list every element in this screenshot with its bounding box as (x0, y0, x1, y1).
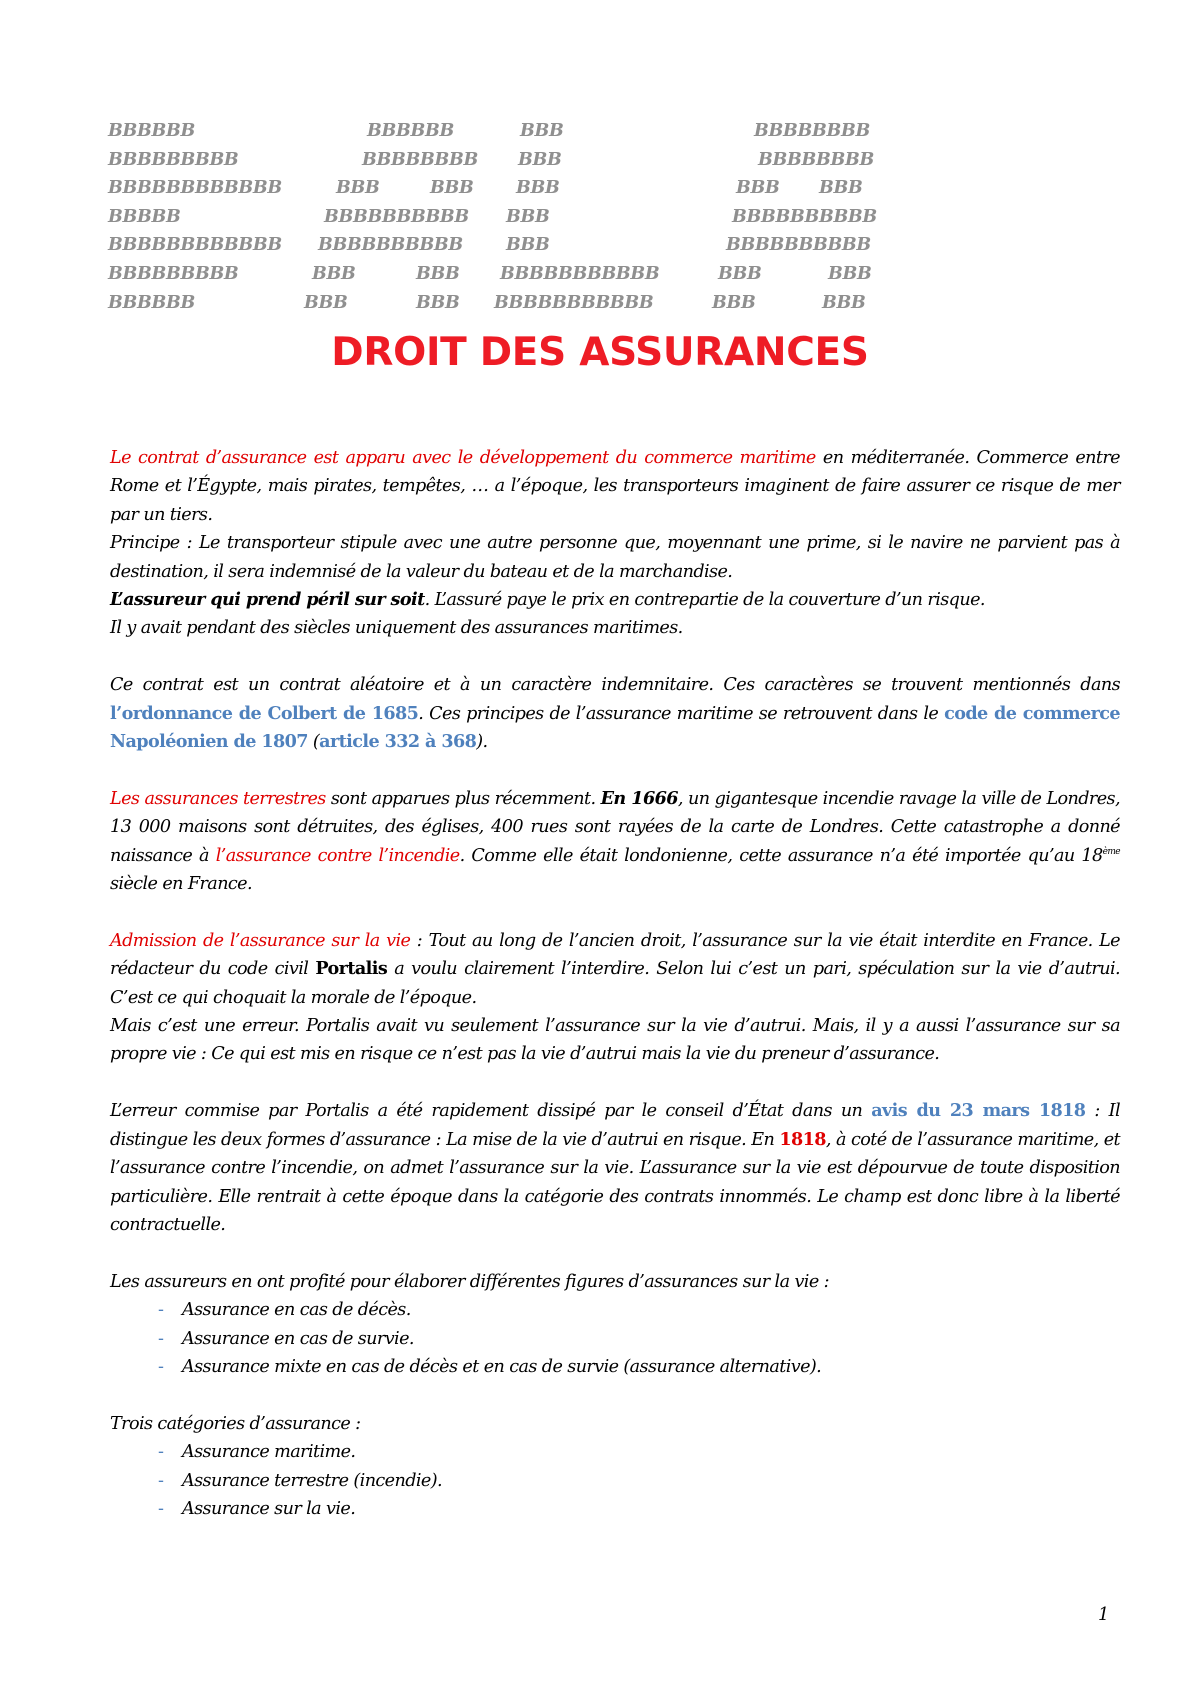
body-text: ( (307, 732, 320, 753)
reference-colbert: l’ordonnance de Colbert de 1685 (110, 702, 419, 724)
list-item (110, 1353, 1120, 1381)
watermark-row (108, 289, 908, 318)
watermark-text: BBB (312, 263, 356, 284)
watermark-text: BBBBBB (367, 121, 454, 141)
list-item-text: Assurance en cas de décès. (182, 1300, 411, 1321)
bold-text: Portalis (315, 958, 388, 980)
list-item-text: Assurance sur la vie. (182, 1498, 356, 1519)
watermark-text: BBBBBBBBB (108, 149, 239, 170)
reference-articles: article 332 à 368 (319, 731, 477, 753)
body-text: sont apparues plus récemment. (325, 788, 601, 809)
watermark-row (108, 203, 908, 232)
page-number: 1 (1098, 1605, 1110, 1625)
list-item (110, 1495, 1120, 1523)
year-highlight: 1818 (779, 1128, 826, 1150)
body-text: : Tout au long de l’ancien droit, l’assurance sur la vie était interdite en France. Le rédacteur du code civil (110, 930, 1120, 980)
list-item-text: Assurance terrestre (incendie). (182, 1470, 442, 1491)
highlight-text: Le contrat d’assurance est apparu avec le développement du commerce maritime (110, 448, 816, 468)
watermark-text: BBB (736, 178, 780, 199)
list-item (110, 1325, 1120, 1353)
paragraph-conseil-etat (110, 1097, 1120, 1239)
watermark-row (108, 117, 908, 146)
list-intro: Trois catégories d’assurance : (110, 1413, 361, 1434)
watermark-text: BBB (718, 263, 762, 284)
watermark-text: BBB (336, 178, 380, 199)
list-item-text: Assurance maritime. (182, 1442, 356, 1463)
body-text: ). (476, 732, 488, 753)
watermark-text: BBB (819, 178, 863, 199)
bold-text: En 1666 (600, 787, 678, 809)
body-text: Ce contrat est un contrat aléatoire et à un caractère indemnitaire. Ces caractères se trouvent mentionnés dans (110, 675, 1120, 696)
list-item-text: Assurance en cas de survie. (182, 1328, 414, 1349)
body-text: , un gigantesque incendie ravage la ville de Londres, 13 000 maisons sont détruites, des églises, 400 rues sont rayées de la carte de Londres. Cette catastrophe a donné naissance à (110, 788, 1120, 866)
paragraph-maritime-origin (110, 444, 1120, 529)
watermark-text: BBB (416, 292, 460, 313)
watermark-row (108, 260, 908, 289)
body-text: . Comme elle était londonienne, cette assurance n’a été importée qu’au 18 (459, 845, 1103, 866)
paragraph-centuries: Il y avait pendant des siècles uniquement des assurances maritimes. (110, 618, 683, 639)
paragraph-insurer (110, 586, 1120, 614)
reference-code-commerce: code de commerce Napoléonien de 1807 (110, 702, 1121, 753)
watermark-text: BBB (822, 292, 866, 313)
watermark-text: BBBBBBBBBB (732, 206, 877, 227)
body-text: . Ces principes de l’assurance maritime se retrouvent dans le (418, 703, 945, 724)
dash-marker: - (158, 1300, 164, 1321)
watermark-text: BBB (712, 292, 756, 313)
highlight-text: Admission de l’assurance sur la vie (110, 930, 411, 951)
highlight-text: l’assurance contre l’incendie (215, 845, 460, 866)
watermark-row (108, 231, 908, 260)
watermark-text: BBBBBBBB (758, 149, 874, 170)
body-text: L’erreur commise par Portalis a été rapidement dissipé par le conseil d’État dans un (110, 1101, 872, 1122)
highlight-text: Les assurances terrestres (110, 788, 326, 809)
bold-text: L’assureur qui prend péril sur soit (110, 589, 425, 611)
list-item-text: Assurance mixte en cas de décès et en cas de survie (assurance alternative). (182, 1356, 822, 1377)
list-intro: Les assureurs en ont profité pour élaborer différentes figures d’assurances sur la vie : (110, 1271, 829, 1292)
watermark-text: BBB (304, 292, 348, 313)
watermark-row (108, 146, 908, 175)
watermark-text: BBB (430, 178, 474, 199)
watermark-text: BBBBBBBBBBBB (108, 235, 282, 256)
paragraph-error: Mais c’est une erreur. Portalis avait vu seulement l’assurance sur la vie d’autrui. Mais, il y a aussi l’assurance sur sa propre vie : Ce qui est mis en risque ce n’est pas la vie d’autrui mais la vie du preneur d’assurance. (110, 1016, 1120, 1065)
watermark-text: BBBBBBBBBB (726, 235, 871, 256)
watermark-text: BBB (516, 178, 560, 199)
watermark-text: BBBBBB (108, 121, 195, 141)
body-text: siècle en France. (110, 874, 252, 895)
list-item (110, 1296, 1120, 1324)
watermark-text: BBBBBBBBBB (318, 235, 463, 256)
watermark-text: BBB (416, 263, 460, 284)
body-text: : Il distingue les deux formes d’assurance : La mise de la vie d’autrui en risque. En (110, 1101, 1120, 1150)
reference-avis: avis du 23 mars 1818 (871, 1100, 1086, 1122)
watermark-text: BBBBBBBB (754, 121, 870, 141)
watermark-text: BBBBBBBBBBB (500, 263, 660, 284)
life-insurance-list (110, 1296, 1120, 1381)
body-text: en méditerranée. Commerce entre Rome et l’Égypte, mais pirates, tempêtes, … a l’époque, les transporteurs imaginent de faire assurer ce risque de mer par un tiers. (110, 448, 1120, 525)
dash-marker: - (158, 1498, 164, 1519)
list-item (110, 1438, 1120, 1466)
paragraph-life-insurance (110, 927, 1120, 1012)
categories-list (110, 1438, 1120, 1523)
paragraph-contract-nature (110, 671, 1120, 756)
body-text: a voulu clairement l’interdire. Selon lui c’est un pari, spéculation sur la vie d’autrui. C’est ce qui choquait la morale de l’époque. (110, 959, 1120, 1008)
watermark-text: BBB (518, 149, 562, 170)
watermark-text: BBBBB (108, 206, 181, 227)
watermark-text: BBBBBB (108, 292, 195, 313)
watermark-text: BBBBBBBBBBB (494, 292, 654, 313)
superscript: ème (1102, 846, 1120, 857)
body-text: . L’assuré paye le prix en contrepartie de la couverture d’un risque. (424, 590, 985, 611)
watermark-text: BBB (520, 121, 564, 141)
document-body (110, 444, 1120, 1523)
watermark-text: BBBBBBBBB (108, 263, 239, 284)
paragraph-principle: Principe : Le transporteur stipule avec une autre personne que, moyennant une prime, si le navire ne parvient pas à destination, il sera indemnisé de la valeur du bateau et de la marchandise. (110, 533, 1120, 582)
dash-marker: - (158, 1328, 164, 1349)
watermark-text: BBB (828, 263, 872, 284)
watermark-text: BBBBBBBBBB (324, 206, 469, 227)
dash-marker: - (158, 1356, 164, 1377)
dash-marker: - (158, 1442, 164, 1463)
watermark-text: BBB (506, 206, 550, 227)
watermark-block (108, 117, 908, 317)
watermark-text: BBBBBBBB (362, 149, 478, 170)
body-text: , à coté de l’assurance maritime, et l’assurance contre l’incendie, on admet l’assurance sur la vie. L’assurance sur la vie est dépourvue de toute disposition particulière. Elle rentrait à cette époque dans la catégorie des contrats innommés. Le champ est donc libre à la liberté contractuelle. (110, 1129, 1120, 1235)
dash-marker: - (158, 1470, 164, 1491)
paragraph-land-insurance (110, 785, 1120, 899)
watermark-text: BBB (506, 235, 550, 256)
watermark-row (108, 174, 908, 203)
list-item (110, 1467, 1120, 1495)
page-title: DROIT DES ASSURANCES (331, 330, 869, 375)
watermark-text: BBBBBBBBBBBB (108, 178, 282, 199)
